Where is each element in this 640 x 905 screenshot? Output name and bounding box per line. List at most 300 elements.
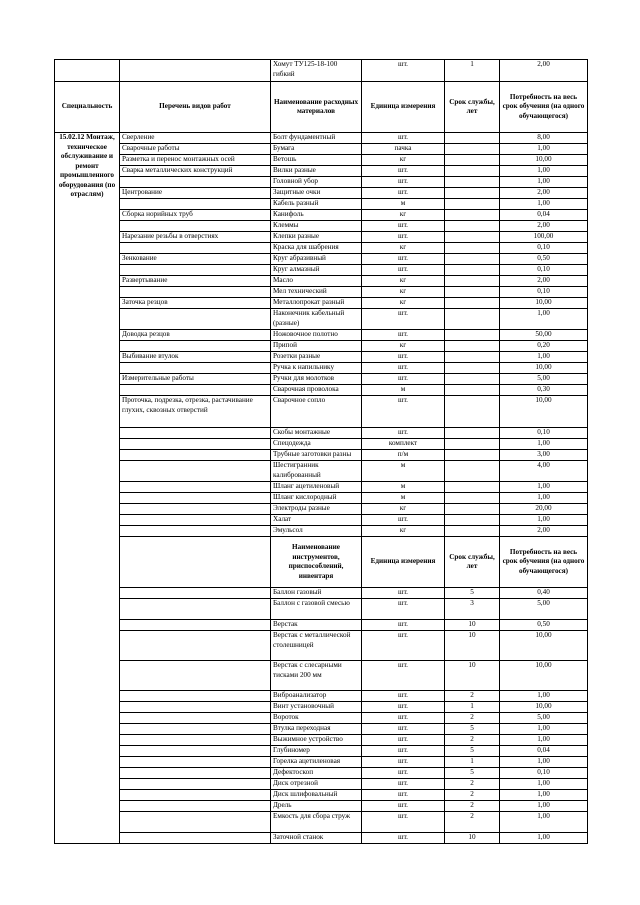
- need-cell: 50,00: [500, 330, 588, 341]
- material-name: Ручка к напильнику: [271, 363, 362, 374]
- table-row: [55, 396, 588, 428]
- unit-cell: шт.: [362, 588, 445, 599]
- table-row: [55, 768, 588, 779]
- work-cell-empty: [120, 702, 271, 713]
- work-cell: [120, 450, 271, 461]
- work-cell: Сварочные работы: [120, 144, 271, 155]
- unit-cell: шт.: [362, 177, 445, 188]
- years-cell: [445, 199, 500, 210]
- tool-name: Диск отрезной: [271, 779, 362, 790]
- years-cell: 10: [445, 620, 500, 631]
- unit-cell: м: [362, 199, 445, 210]
- need-cell: 1,00: [500, 493, 588, 504]
- need-cell: 0,50: [500, 620, 588, 631]
- years-cell: [445, 450, 500, 461]
- years-cell: [445, 144, 500, 155]
- need-cell: 10,00: [500, 661, 588, 691]
- need-cell: 0,10: [500, 768, 588, 779]
- table-row: [55, 276, 588, 287]
- tool-name: Винт установочный: [271, 702, 362, 713]
- table-row: [55, 515, 588, 526]
- material-name: Электроды разные: [271, 504, 362, 515]
- work-cell-empty: [120, 833, 271, 844]
- unit-cell: м: [362, 493, 445, 504]
- tool-name: Баллон с газовой смесью: [271, 599, 362, 620]
- table-row: [55, 790, 588, 801]
- work-cell: [120, 363, 271, 374]
- material-name: Металлопрокат разный: [271, 298, 362, 309]
- work-cell: [120, 309, 271, 330]
- need-cell: 5,00: [500, 713, 588, 724]
- years-cell: [445, 363, 500, 374]
- work-cell: [120, 199, 271, 210]
- material-name: Скобы монтажные: [271, 428, 362, 439]
- need-cell: 1,00: [500, 199, 588, 210]
- material-name: Припой: [271, 341, 362, 352]
- unit-cell: кг: [362, 298, 445, 309]
- need-cell: 1,00: [500, 309, 588, 330]
- years-cell: [445, 385, 500, 396]
- years-cell: [445, 439, 500, 450]
- table-row: [55, 352, 588, 363]
- unit-cell: шт.: [362, 661, 445, 691]
- need-cell: 2,00: [500, 221, 588, 232]
- years-cell: [445, 504, 500, 515]
- work-cell: Центрование: [120, 188, 271, 199]
- unit-cell: шт.: [362, 265, 445, 276]
- table-row: [55, 144, 588, 155]
- work-cell: Выбивание втулок: [120, 352, 271, 363]
- tool-name: Втулка переходная: [271, 724, 362, 735]
- unit-cell: шт.: [362, 833, 445, 844]
- unit-cell: кг: [362, 504, 445, 515]
- work-cell: [120, 385, 271, 396]
- years-cell: 1: [445, 702, 500, 713]
- need-cell: 20,00: [500, 504, 588, 515]
- years-cell: 5: [445, 746, 500, 757]
- work-cell-empty: [120, 768, 271, 779]
- years-cell: [445, 287, 500, 298]
- years-cell: [445, 166, 500, 177]
- table-row: [55, 757, 588, 768]
- need-cell: 5,00: [500, 374, 588, 385]
- unit-cell: шт.: [362, 428, 445, 439]
- table-row: [55, 504, 588, 515]
- material-name: Шланг ацетиленовый: [271, 482, 362, 493]
- unit-cell: м: [362, 385, 445, 396]
- table-row: [55, 221, 588, 232]
- need-cell: 1,00: [500, 352, 588, 363]
- table-row: [55, 713, 588, 724]
- unit-cell: шт.: [362, 188, 445, 199]
- work-cell: Нарезание резьбы в отверстиях: [120, 232, 271, 243]
- work-cell-empty: [120, 801, 271, 812]
- tool-name: Верстак с слесарными тисками 200 мм: [271, 661, 362, 691]
- work-cell: [120, 461, 271, 482]
- need-cell: 4,00: [500, 461, 588, 482]
- years-cell: [445, 428, 500, 439]
- years-cell: [445, 330, 500, 341]
- specialty-cell: 15.02.12 Монтаж, техническое обслуживание и ремонт промышленного оборудования (по отраслям): [55, 133, 120, 844]
- table-row: [55, 133, 588, 144]
- unit-cell: кг: [362, 526, 445, 537]
- table-row: [55, 812, 588, 833]
- need-cell: 1,00: [500, 515, 588, 526]
- work-cell-empty: [120, 588, 271, 599]
- table-row: [55, 298, 588, 309]
- work-cell: [120, 265, 271, 276]
- work-cell: [120, 428, 271, 439]
- material-name: Клепки разные: [271, 232, 362, 243]
- table-row: [55, 265, 588, 276]
- work-cell: Сварка металлических конструкций: [120, 166, 271, 177]
- material-name: Шестигранник калиброванный: [271, 461, 362, 482]
- table-row: [55, 833, 588, 844]
- need-cell: 0,20: [500, 341, 588, 352]
- material-name: Круг абразивный: [271, 254, 362, 265]
- unit-cell: м: [362, 461, 445, 482]
- table-row: [55, 60, 588, 82]
- unit-cell: шт.: [362, 515, 445, 526]
- need-cell: 0,50: [500, 254, 588, 265]
- table-row: [55, 155, 588, 166]
- tool-name: Верстак: [271, 620, 362, 631]
- work-cell: [120, 439, 271, 450]
- years-cell: 2: [445, 691, 500, 702]
- tool-name: Горелка ацетиленовая: [271, 757, 362, 768]
- years-cell: [445, 133, 500, 144]
- table-row: [55, 691, 588, 702]
- unit-cell: шт.: [362, 232, 445, 243]
- unit-cell: шт.: [362, 363, 445, 374]
- material-name: Розетки разные: [271, 352, 362, 363]
- table-row: [55, 482, 588, 493]
- need-cell: 1,00: [500, 144, 588, 155]
- work-cell-empty: [120, 713, 271, 724]
- material-name: Вилки разные: [271, 166, 362, 177]
- work-cell: [120, 526, 271, 537]
- years-cell: 2: [445, 801, 500, 812]
- need-cell: 0,10: [500, 265, 588, 276]
- table-row: [55, 254, 588, 265]
- years-cell: 5: [445, 588, 500, 599]
- unit-cell: шт.: [362, 812, 445, 833]
- material-name: Бумага: [271, 144, 362, 155]
- years-cell: 5: [445, 724, 500, 735]
- table-row: [55, 210, 588, 221]
- years-cell: [445, 526, 500, 537]
- tool-name: Дефектоскоп: [271, 768, 362, 779]
- need-cell: 2,00: [500, 276, 588, 287]
- tool-name: Выжимное устройство: [271, 735, 362, 746]
- need-cell: 0,10: [500, 428, 588, 439]
- unit-cell: шт.: [362, 330, 445, 341]
- header-years: Срок службы, лет: [445, 537, 500, 588]
- header-need: Потребность на весь срок обучения (на одного обучающегося): [500, 537, 588, 588]
- work-cell: [120, 504, 271, 515]
- table-row: [55, 330, 588, 341]
- need-cell: 1,00: [500, 177, 588, 188]
- material-name: Болт фундаментный: [271, 133, 362, 144]
- need-cell: 1,00: [500, 757, 588, 768]
- unit-cell: шт.: [362, 735, 445, 746]
- unit-cell: шт.: [362, 757, 445, 768]
- material-name: Ножовочное полотно: [271, 330, 362, 341]
- material-name: Канифоль: [271, 210, 362, 221]
- need-cell: 10,00: [500, 631, 588, 661]
- material-name: Эмульсол: [271, 526, 362, 537]
- work-cell-empty: [120, 757, 271, 768]
- work-cell: [120, 221, 271, 232]
- years-cell: 2: [445, 735, 500, 746]
- years-cell: [445, 243, 500, 254]
- need-cell: 1,00: [500, 482, 588, 493]
- material-name: Трубные заготовки разны: [271, 450, 362, 461]
- specialty-cell-empty: [55, 60, 120, 82]
- header-tools: Наименование инструментов, приспособлений, инвентаря: [271, 537, 362, 588]
- work-cell-empty: [120, 599, 271, 620]
- need-cell: 5,00: [500, 599, 588, 620]
- unit-cell: шт.: [362, 133, 445, 144]
- unit-cell: шт.: [362, 60, 445, 82]
- unit-cell: шт.: [362, 221, 445, 232]
- material-name: Головной убор: [271, 177, 362, 188]
- table-row: [55, 526, 588, 537]
- unit-cell: шт.: [362, 790, 445, 801]
- unit-cell: шт.: [362, 631, 445, 661]
- years-cell: [445, 298, 500, 309]
- need-cell: 3,00: [500, 450, 588, 461]
- equipment-table: [54, 59, 588, 844]
- unit-cell: пачка: [362, 144, 445, 155]
- need-cell: 1,00: [500, 833, 588, 844]
- material-name: Ветошь: [271, 155, 362, 166]
- unit-cell: кг: [362, 276, 445, 287]
- need-cell: 1,00: [500, 801, 588, 812]
- years-cell: 3: [445, 599, 500, 620]
- table-row: [55, 166, 588, 177]
- need-cell: 1,00: [500, 812, 588, 833]
- material-name: Сварочное сопло: [271, 396, 362, 428]
- tool-name: Диск шлифовальный: [271, 790, 362, 801]
- need-cell: 10,00: [500, 363, 588, 374]
- table-row: [55, 702, 588, 713]
- years-cell: [445, 341, 500, 352]
- years-cell: 1: [445, 757, 500, 768]
- unit-cell: кг: [362, 341, 445, 352]
- years-cell: [445, 232, 500, 243]
- table-row: [55, 801, 588, 812]
- work-cell-empty: [120, 790, 271, 801]
- years-cell: [445, 210, 500, 221]
- work-cell: [120, 341, 271, 352]
- work-cell: Заточка резцов: [120, 298, 271, 309]
- work-cell-empty: [120, 724, 271, 735]
- need-cell: 1,00: [500, 735, 588, 746]
- years-cell: [445, 309, 500, 330]
- tool-name: Баллон газовый: [271, 588, 362, 599]
- unit-cell: шт.: [362, 620, 445, 631]
- table-row: [55, 287, 588, 298]
- years-cell: 2: [445, 812, 500, 833]
- years-cell: [445, 493, 500, 504]
- unit-cell: кг: [362, 287, 445, 298]
- years-cell: 10: [445, 631, 500, 661]
- work-cell: Сборка норийных труб: [120, 210, 271, 221]
- table-row: [55, 232, 588, 243]
- tool-name: Виброанализатор: [271, 691, 362, 702]
- unit-cell: шт.: [362, 599, 445, 620]
- need-cell: 1,00: [500, 779, 588, 790]
- material-name: Круг алмазный: [271, 265, 362, 276]
- work-cell: Доводка резцов: [120, 330, 271, 341]
- need-cell: 0,40: [500, 588, 588, 599]
- table-row: [55, 439, 588, 450]
- unit-cell: шт.: [362, 779, 445, 790]
- material-name: Масло: [271, 276, 362, 287]
- unit-cell: шт.: [362, 254, 445, 265]
- header-materials: Наименование расходных материалов: [271, 82, 362, 133]
- need-cell: 10,00: [500, 702, 588, 713]
- material-name: Спецодежда: [271, 439, 362, 450]
- table-row: [55, 243, 588, 254]
- work-cell-empty: [120, 60, 271, 82]
- work-cell: [120, 287, 271, 298]
- work-cell-empty: [120, 537, 271, 588]
- work-cell-empty: [120, 631, 271, 661]
- work-cell: [120, 482, 271, 493]
- unit-cell: кг: [362, 243, 445, 254]
- need-cell: 1,00: [500, 439, 588, 450]
- header-works: Перечень видов работ: [120, 82, 271, 133]
- years-cell: [445, 482, 500, 493]
- table-row: [55, 588, 588, 599]
- work-cell: Развертывание: [120, 276, 271, 287]
- years-cell: [445, 396, 500, 428]
- table-row: [55, 199, 588, 210]
- years-cell: 10: [445, 833, 500, 844]
- table-row: [55, 599, 588, 620]
- work-cell-empty: [120, 746, 271, 757]
- table-row: [55, 428, 588, 439]
- material-name: Халат: [271, 515, 362, 526]
- material-name: Сварочная проволока: [271, 385, 362, 396]
- need-cell: 1,00: [500, 724, 588, 735]
- unit-cell: м: [362, 482, 445, 493]
- work-cell-empty: [120, 812, 271, 833]
- table-row: [55, 631, 588, 661]
- need-cell: 100,00: [500, 232, 588, 243]
- years-cell: [445, 188, 500, 199]
- work-cell: Измерительные работы: [120, 374, 271, 385]
- unit-cell: шт.: [362, 746, 445, 757]
- material-name: Кабель разный: [271, 199, 362, 210]
- tool-name: Дрель: [271, 801, 362, 812]
- header-years: Срок службы, лет: [445, 82, 500, 133]
- years-cell: [445, 374, 500, 385]
- work-cell: [120, 243, 271, 254]
- work-cell-empty: [120, 691, 271, 702]
- need-cell: 0,04: [500, 746, 588, 757]
- material-name: Наконечник кабельный (разные): [271, 309, 362, 330]
- years-cell: [445, 155, 500, 166]
- unit-cell: шт.: [362, 713, 445, 724]
- table-row: [55, 779, 588, 790]
- tool-name: Емкость для сбора струж: [271, 812, 362, 833]
- material-name: Клеммы: [271, 221, 362, 232]
- work-cell: [120, 493, 271, 504]
- unit-cell: шт.: [362, 768, 445, 779]
- need-cell: 10,00: [500, 298, 588, 309]
- table-row: [55, 620, 588, 631]
- table-row: [55, 461, 588, 482]
- material-name: Мел технический: [271, 287, 362, 298]
- tool-name: Верстак с металлической столешницей: [271, 631, 362, 661]
- unit-cell: шт.: [362, 352, 445, 363]
- table-row: [55, 724, 588, 735]
- header-row: [55, 537, 588, 588]
- table-row: [55, 450, 588, 461]
- years-cell: 2: [445, 790, 500, 801]
- work-cell-empty: [120, 735, 271, 746]
- years-cell: [445, 515, 500, 526]
- years-cell: 2: [445, 779, 500, 790]
- material-name: Защитные очки: [271, 188, 362, 199]
- years-cell: [445, 221, 500, 232]
- table-row: [55, 363, 588, 374]
- unit-cell: шт.: [362, 309, 445, 330]
- unit-cell: шт.: [362, 724, 445, 735]
- header-specialty: Специальность: [55, 82, 120, 133]
- need-cell: 10,00: [500, 396, 588, 428]
- years-cell: [445, 177, 500, 188]
- work-cell: [120, 515, 271, 526]
- years-cell: [445, 461, 500, 482]
- need-cell: 0,10: [500, 287, 588, 298]
- table-row: [55, 746, 588, 757]
- need-cell: 0,10: [500, 243, 588, 254]
- need-cell: 2,00: [500, 526, 588, 537]
- work-cell: [120, 177, 271, 188]
- table-row: [55, 493, 588, 504]
- table-row: [55, 661, 588, 691]
- work-cell-empty: [120, 620, 271, 631]
- unit-cell: шт.: [362, 702, 445, 713]
- years-cell: [445, 254, 500, 265]
- unit-cell: шт.: [362, 374, 445, 385]
- unit-cell: кг: [362, 210, 445, 221]
- unit-cell: шт.: [362, 166, 445, 177]
- table-row: [55, 177, 588, 188]
- years-cell: [445, 276, 500, 287]
- need-cell: 10,00: [500, 155, 588, 166]
- header-unit: Единица измерения: [362, 82, 445, 133]
- unit-cell: шт.: [362, 396, 445, 428]
- years-cell: [445, 352, 500, 363]
- header-need: Потребность на весь срок обучения (на одного обучающегося): [500, 82, 588, 133]
- work-cell: Проточка, подрезка, отрезка, растачивание глухих, сквозных отверстий: [120, 396, 271, 428]
- material-name: Краска для шабрения: [271, 243, 362, 254]
- table-row: [55, 309, 588, 330]
- need-cell: 0,30: [500, 385, 588, 396]
- work-cell-empty: [120, 661, 271, 691]
- need-cell: 8,00: [500, 133, 588, 144]
- work-cell: Разметка и перенос монтажных осей: [120, 155, 271, 166]
- work-cell: Сверление: [120, 133, 271, 144]
- tool-name: Заточной станок: [271, 833, 362, 844]
- header-unit: Единица измерения: [362, 537, 445, 588]
- need-cell: 1,00: [500, 790, 588, 801]
